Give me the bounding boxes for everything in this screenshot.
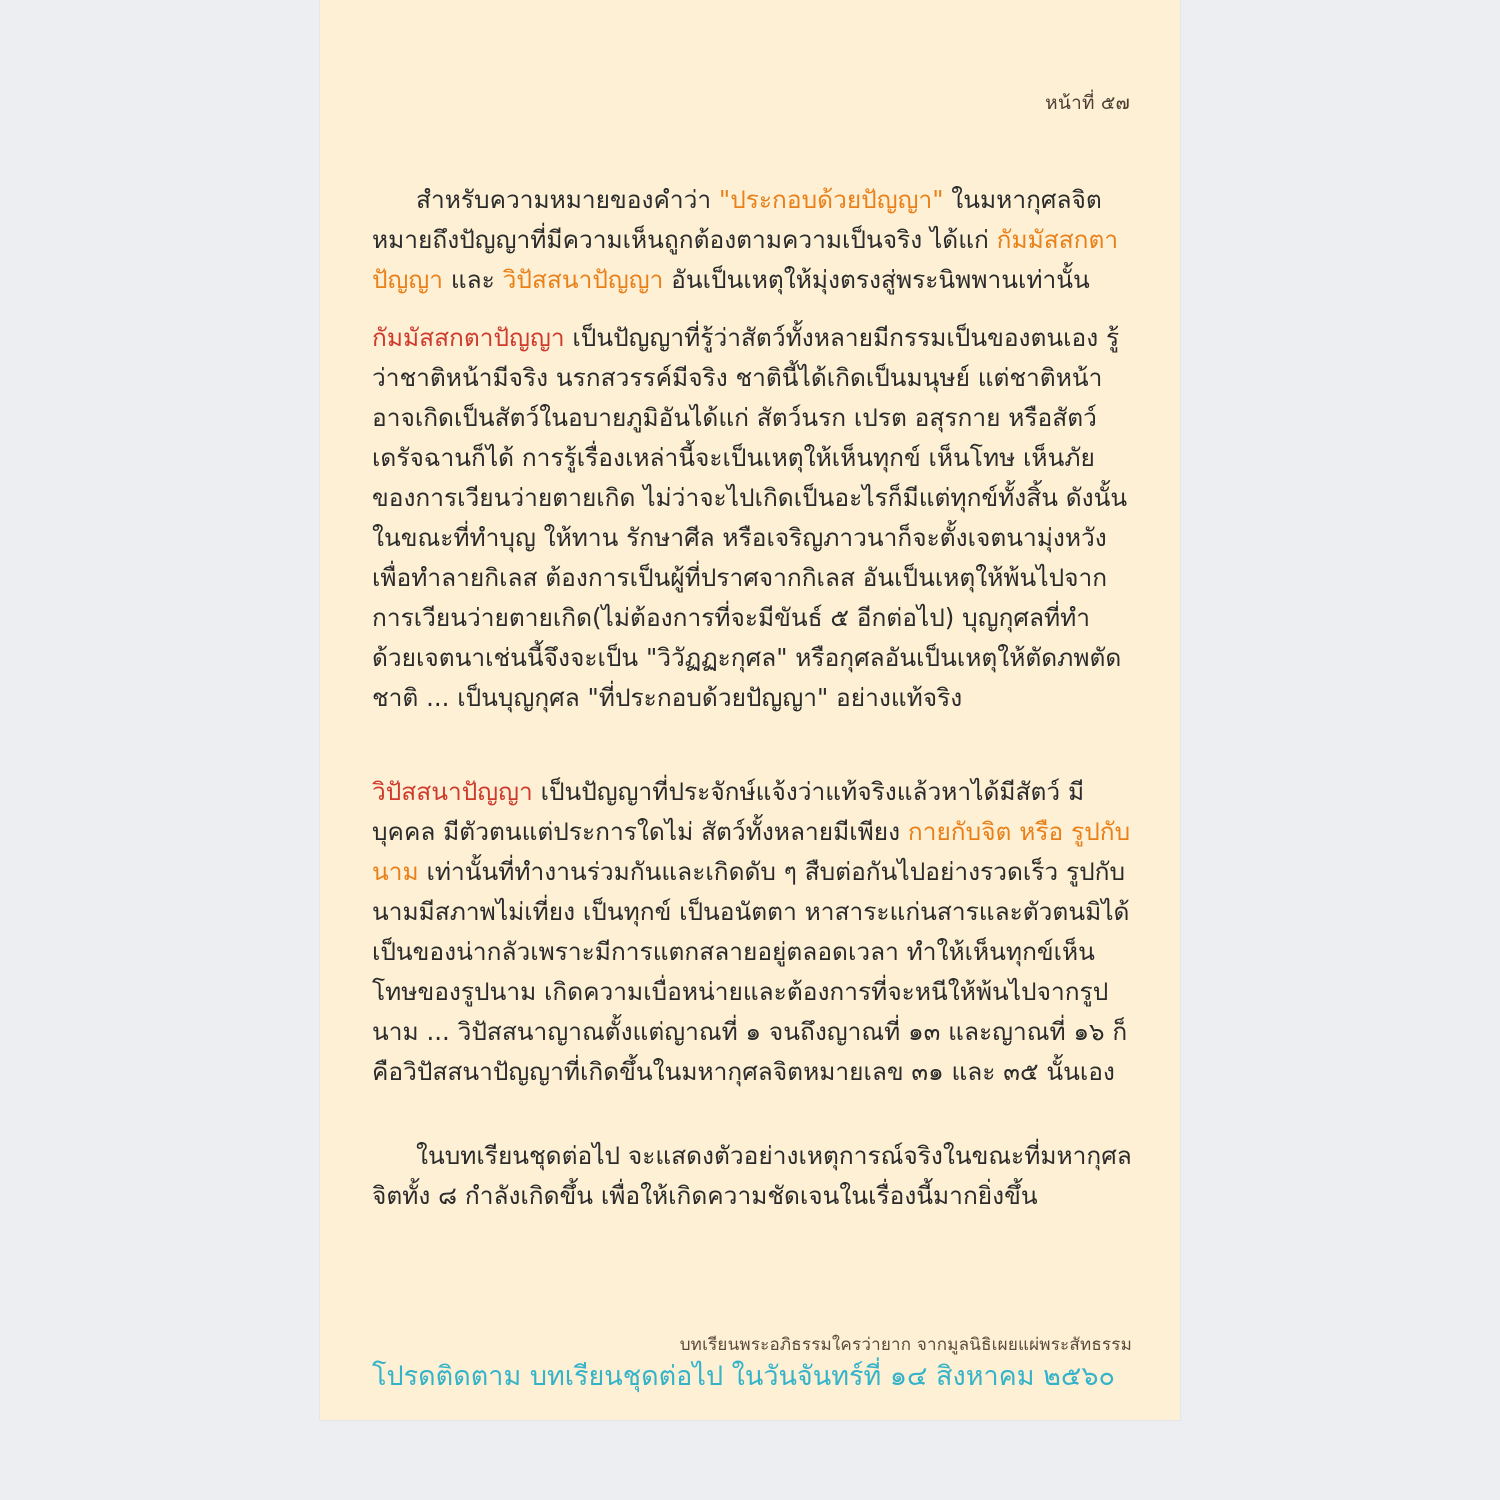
paragraph-1-text-c: และ xyxy=(443,265,503,294)
page-content xyxy=(372,180,1132,1425)
paragraph-2-lead-term: กัมมัสสกตาปัญญา xyxy=(372,323,565,352)
paragraph-2-body: เป็นปัญญาที่รู้ว่าสัตว์ทั้งหลายมีกรรมเป็นของตนเอง รู้ว่าชาติหน้ามีจริง นรกสวรรค์มีจริง ชาตินี้ได้เกิดเป็นมนุษย์ แต่ชาติหน้าอาจเกิดเป็นสัตว์ในอบายภูมิอันได้แก่ สัตว์นรก เปรต อสุรกาย หรือสัตว์เดรัจฉานก็ได้ การรู้เรื่องเหล่านี้จะเป็นเหตุให้เห็นทุกข์ เห็นโทษ เห็นภัย ของการเวียนว่ายตายเกิด ไม่ว่าจะไปเกิดเป็นอะไรก็มีแต่ทุกข์ทั้งสิ้น ดังนั้นในขณะที่ทำบุญ ให้ทาน รักษาศีล หรือเจริญภาวนาก็จะตั้งเจตนามุ่งหวังเพื่อทำลายกิเลส ต้องการเป็นผู้ที่ปราศจากกิเลส อันเป็นเหตุให้พ้นไปจากการเวียนว่ายตายเกิด(ไม่ต้องการที่จะมีขันธ์ ๕ อีกต่อไป) บุญกุศลที่ทำด้วยเจตนาเช่นนี้จึงจะเป็น "วิวัฏฏะกุศล" หรือกุศลอันเป็นเหตุให้ตัดภพตัดชาติ ... เป็นบุญกุศล "ที่ประกอบด้วยปัญญา" อย่างแท้จริง xyxy=(372,323,1128,712)
paragraph-3-highlight: กายกับจิต หรือ รูปกับนาม xyxy=(372,817,1131,886)
paragraph-1-text-d: อันเป็นเหตุให้มุ่งตรงสู่พระนิพพานเท่านั้น xyxy=(663,265,1090,294)
paragraph-3-lead-term: วิปัสสนาปัญญา xyxy=(372,777,533,806)
paragraph-4 xyxy=(372,1136,1132,1216)
spacer-2 xyxy=(372,718,1132,772)
spacer-3 xyxy=(372,1092,1132,1136)
paragraph-3 xyxy=(372,772,1132,1092)
document-page xyxy=(320,0,1180,1420)
paragraph-1-highlight-2: กัมมัสสกตาปัญญา xyxy=(372,225,1119,294)
paragraph-2 xyxy=(372,318,1132,718)
paragraph-1-text-a: สำหรับความหมายของคำว่า xyxy=(416,185,719,214)
paragraph-3-text-a: เป็นปัญญาที่ประจักษ์แจ้งว่าแท้จริงแล้วหาได้มีสัตว์ มีบุคคล มีตัวตนแต่ประการใดไม่ สัตว์ทั้งหลายมีเพียง xyxy=(372,777,1085,846)
paragraph-1-text-b: ในมหากุศลจิต หมายถึงปัญญาที่มีความเห็นถูกต้องตามความเป็นจริง ได้แก่ xyxy=(372,185,1102,254)
paragraph-1-highlight-3: วิปัสสนาปัญญา xyxy=(502,265,664,294)
spacer-1 xyxy=(372,300,1132,318)
followup-announcement: โปรดติดตาม บทเรียนชุดต่อไป ในวันจันทร์ที่ ๑๔ สิงหาคม ๒๕๖๐ xyxy=(372,1361,1115,1392)
footer-credit: บทเรียนพระอภิธรรมใครว่ายาก จากมูลนิธิเผยแผ่พระสัทธรรม xyxy=(679,1335,1132,1355)
page-number: หน้าที่ ๕๗ xyxy=(1045,92,1130,114)
paragraph-4-body: ในบทเรียนชุดต่อไป จะแสดงตัวอย่างเหตุการณ์จริงในขณะที่มหากุศลจิตทั้ง ๘ กำลังเกิดขึ้น เพื่อให้เกิดความชัดเจนในเรื่องนี้มากยิ่งขึ้น xyxy=(372,1141,1132,1210)
paragraph-1-highlight-1: "ประกอบด้วยปัญญา" xyxy=(718,185,944,214)
paragraph-1 xyxy=(372,180,1132,300)
paragraph-3-text-b: เท่านั้นที่ทำงานร่วมกันและเกิดดับ ๆ สืบต่อกันไปอย่างรวดเร็ว รูปกับนามมีสภาพไม่เที่ยง เป็นทุกข์ เป็นอนัตตา หาสาระแก่นสารและตัวตนมิได้ เป็นของน่ากลัวเพราะมีการแตกสลายอยู่ตลอดเวลา ทำให้เห็นทุกข์เห็นโทษของรูปนาม เกิดความเบื่อหน่ายและต้องการที่จะหนีให้พ้นไปจากรูปนาม ... วิปัสสนาญาณตั้งแต่ญาณที่ ๑ จนถึงญาณที่ ๑๓ และญาณที่ ๑๖ ก็คือวิปัสสนาปัญญาที่เกิดขึ้นในมหากุศลจิตหมายเลข ๓๑ และ ๓๕ นั้นเอง xyxy=(372,857,1130,1086)
